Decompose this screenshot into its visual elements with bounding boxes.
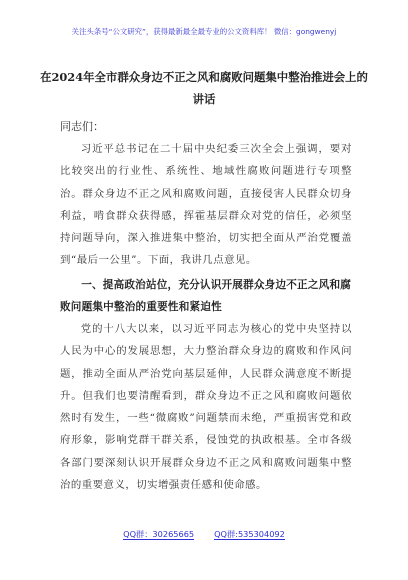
footer-qq-group-1[interactable]: QQ群：30265665 <box>123 529 195 539</box>
section-heading-1: 一、提高政治站位，充分认识开展群众身边不正之风和腐败问题集中整治的重要性和紧迫性 <box>60 279 352 313</box>
paragraph-section-1: 党的十八大以来，以习近平同志为核心的党中央坚持以人民为中心的发展思想，大力整治群众身边的腐败和作风问题，推动全面从严治党向基层延伸，人民群众满意度不断提升。但我们也要清醒看到，群众身边不正之风和腐败问题依然时有发生，一些“微腐败”问题禁而未绝，严重损害党和政府形象，影响党群干群关系，侵蚀党的执政根基。全市各级各部门要深刻认识开展群众身边不正之风和腐败问题集中整治的重要意义，切实增强责任感和使命感。 <box>60 323 352 492</box>
footer-qq-group-2[interactable]: QQ群:535304092 <box>214 529 285 539</box>
paragraph-intro: 习近平总书记在二十届中央纪委三次全会上强调，要对比较突出的行业性、系统性、地域性腐败问题进行专项整治。群众身边不正之风和腐败问题，直接侵害人民群众切身利益，啃食群众获得感，挥霍基层群众对党的信任，必须坚持问题导向，深入推进集中整治，切实把全面从严治党覆盖到“最后一公里”。下面，我讲几点意见。 <box>60 143 352 267</box>
footer-contacts <box>0 526 408 542</box>
greeting: 同志们： <box>60 120 104 133</box>
document-title: 在2024年全市群众身边不正之风和腐败问题集中整治推进会上的讲话 <box>40 70 368 106</box>
header-banner[interactable]: 关注头条号“公文研究”，获得最新最全最专业的公文资料库！ 微信：gongwenyj <box>71 27 337 36</box>
